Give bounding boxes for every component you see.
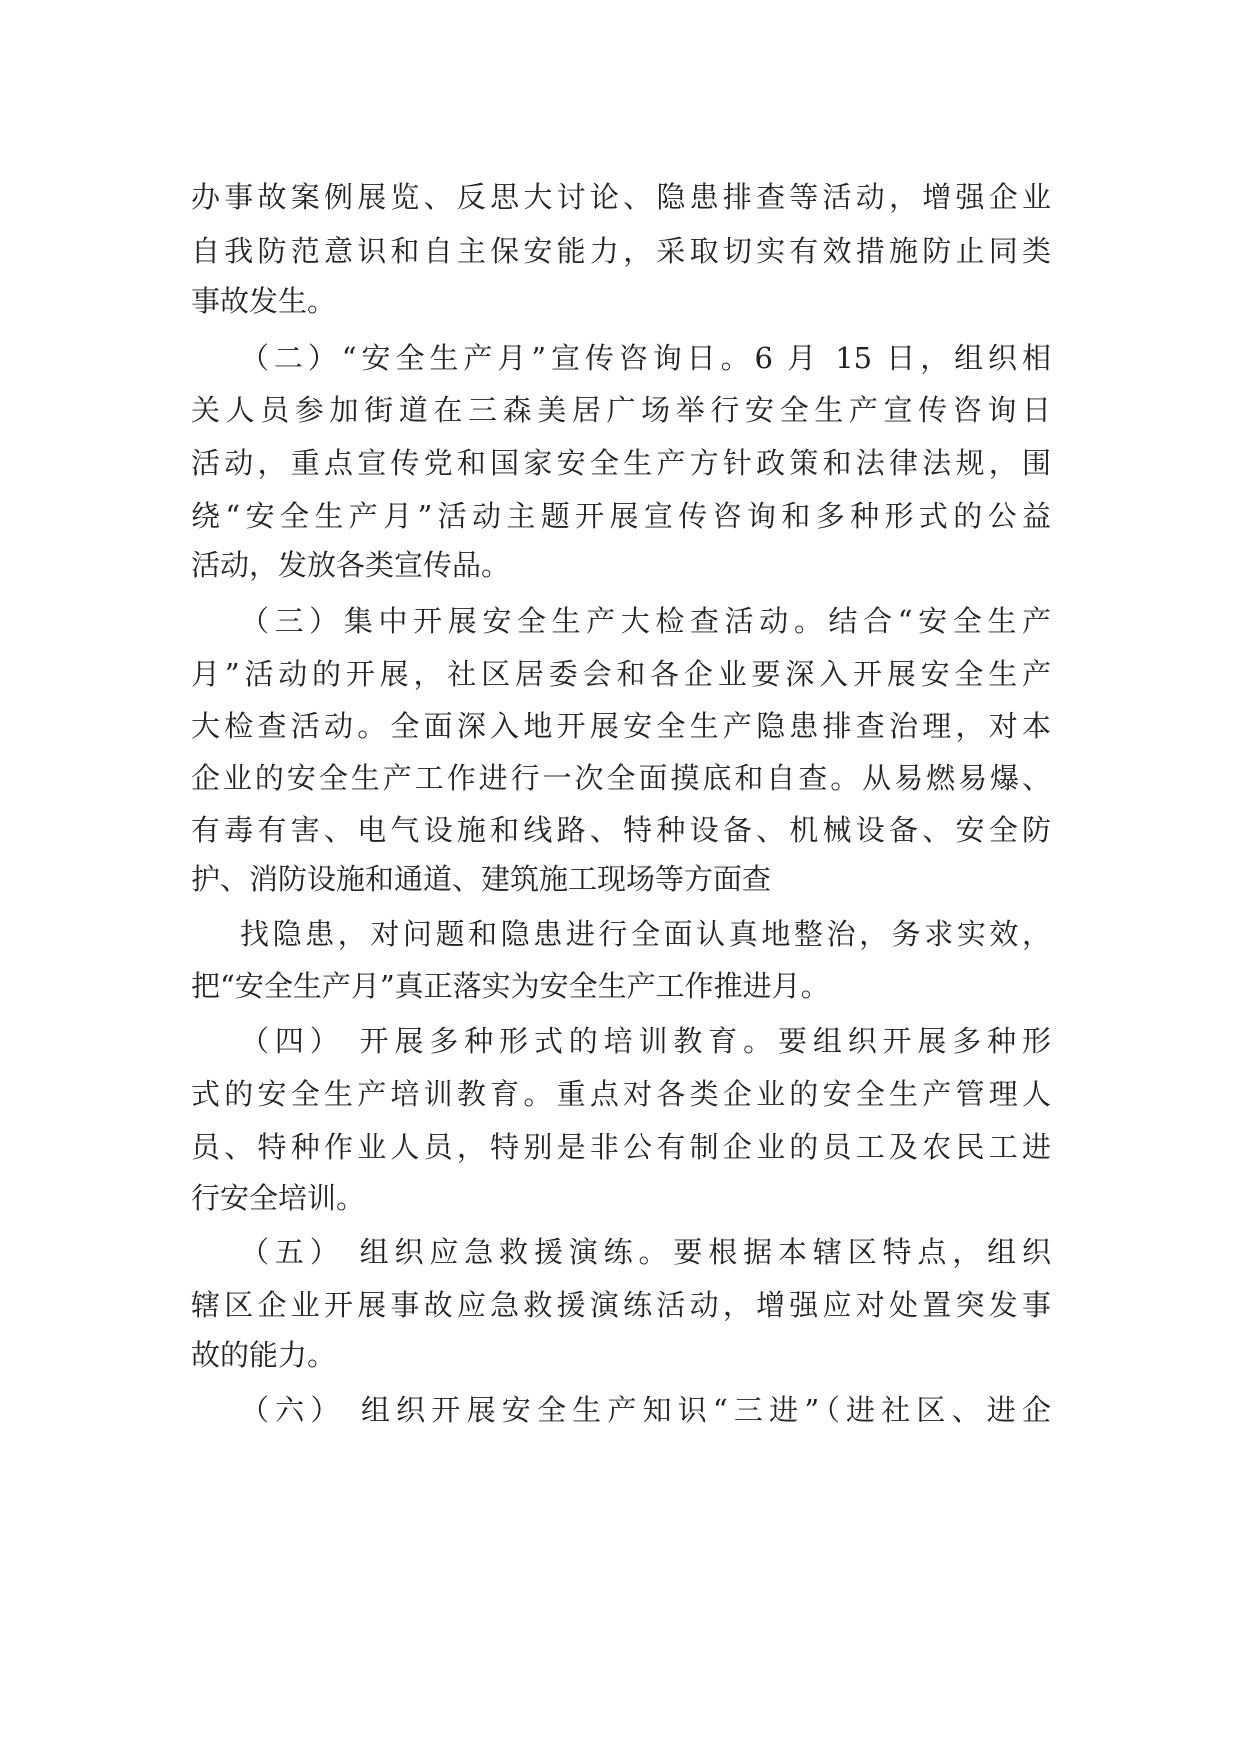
text-line: 办事故案例展览、反思大讨论、隐患排查等活动，增强企业 (191, 180, 1051, 214)
paragraph-heading-5: （五） 组织应急救援演练。要根据本辖区特点，组织 (240, 1235, 1051, 1269)
paragraph-heading-6: （六） 组织开展安全生产知识“三进”（进社区、进企 (240, 1393, 1051, 1427)
paragraph-heading-4: （四） 开展多种形式的培训教育。要组织开展多种形 (240, 1024, 1051, 1058)
text-line: 企业的安全生产工作进行一次全面摸底和自查。从易燃易爆、 (191, 761, 1051, 795)
text-line: 把“安全生产月”真正落实为安全生产工作推进月。 (191, 969, 830, 1003)
text-line: 关人员参加街道在三森美居广场举行安全生产宣传咨询日 (191, 393, 1051, 427)
text-line: 式的安全生产培训教育。重点对各类企业的安全生产管理人 (191, 1077, 1051, 1111)
text-line: 事故发生。 (191, 284, 337, 318)
text-line: 故的能力。 (191, 1338, 337, 1372)
paragraph-heading-3: （三）集中开展安全生产大检查活动。结合“安全生产 (240, 604, 1051, 638)
text-line: 绕“安全生产月”活动主题开展宣传咨询和多种形式的公益 (191, 499, 1051, 533)
text-line: 活动，发放各类宣传品。 (191, 548, 511, 582)
paragraph-heading-2: （二）“安全生产月”宣传咨询日。6 月 15 日，组织相 (240, 341, 1051, 375)
text-line: 行安全培训。 (191, 1181, 366, 1215)
text-line: 自我防范意识和自主保安能力，采取切实有效措施防止同类 (191, 234, 1051, 268)
text-line: 大检查活动。全面深入地开展安全生产隐患排查治理，对本 (191, 709, 1051, 743)
text-line: 有毒有害、电气设施和线路、特种设备、机械设备、安全防 (191, 813, 1051, 847)
text-line: 护、消防设施和通道、建筑施工现场等方面查 (191, 862, 772, 896)
text-line: 找隐患，对问题和隐患进行全面认真地整治，务求实效， (240, 917, 1051, 951)
text-line: 活动，重点宣传党和国家安全生产方针政策和法律法规，围 (191, 446, 1051, 480)
text-line: 辖区企业开展事故应急救援演练活动，增强应对处置突发事 (191, 1288, 1051, 1322)
text-line: 员、特种作业人员，特别是非公有制企业的员工及农民工进 (191, 1130, 1051, 1164)
text-line: 月”活动的开展，社区居委会和各企业要深入开展安全生产 (191, 657, 1051, 691)
